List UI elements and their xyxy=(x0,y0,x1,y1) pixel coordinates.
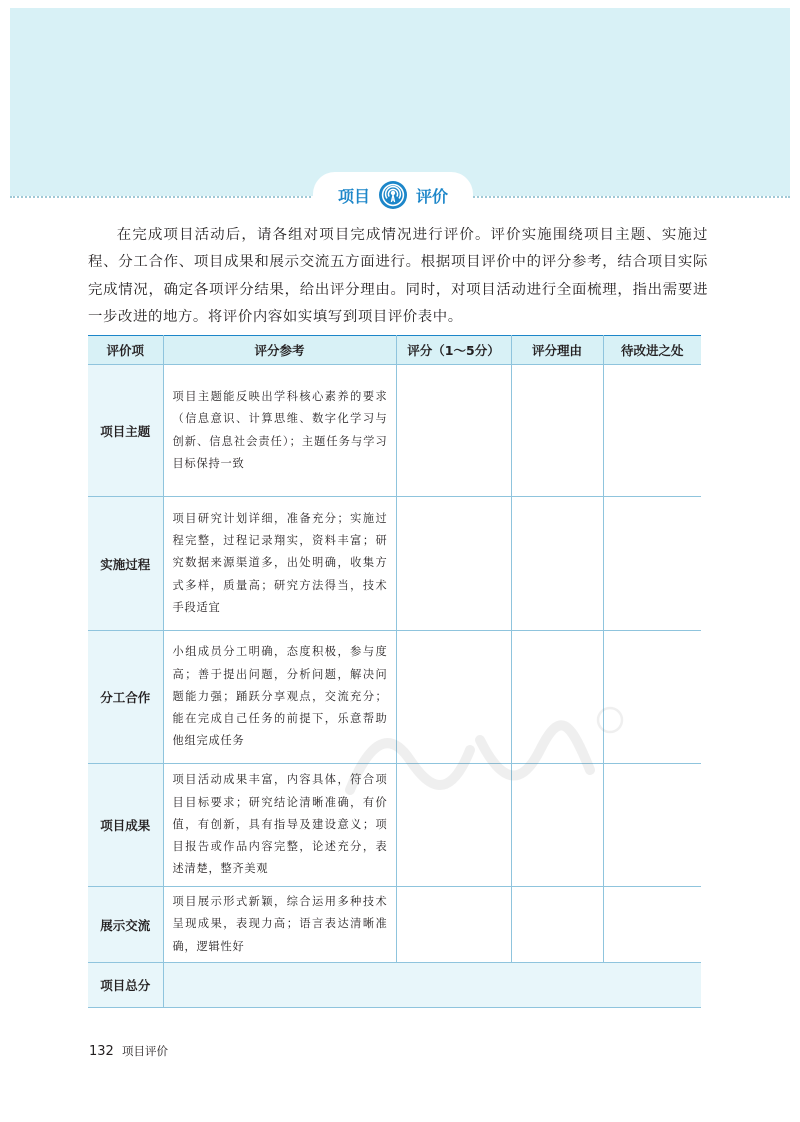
reason-cell[interactable] xyxy=(511,497,603,631)
improvement-cell[interactable] xyxy=(603,365,701,497)
reason-cell[interactable] xyxy=(511,631,603,764)
reason-cell[interactable] xyxy=(511,764,603,887)
footer-section-title: 项目评价 xyxy=(121,1044,168,1058)
improvement-cell[interactable] xyxy=(603,497,701,631)
total-row xyxy=(88,963,701,1008)
total-score-cell[interactable] xyxy=(163,963,701,1008)
item-cell: 项目主题 xyxy=(88,365,163,497)
reason-cell[interactable] xyxy=(511,887,603,963)
score-cell[interactable] xyxy=(396,631,511,764)
top-banner xyxy=(10,8,790,196)
header-reference: 评分参考 xyxy=(163,336,396,365)
item-cell: 项目成果 xyxy=(88,764,163,887)
reference-cell: 项目研究计划详细，准备充分；实施过程完整，过程记录翔实，资料丰富；研究数据来源渠道多，出处明确，收集方式多样，质量高；研究方法得当，技术手段适宜 xyxy=(163,497,396,631)
reason-cell[interactable] xyxy=(511,365,603,497)
item-cell: 展示交流 xyxy=(88,887,163,963)
section-title-right: 评价 xyxy=(416,186,449,206)
broadcast-circle-icon xyxy=(378,180,408,210)
improvement-cell[interactable] xyxy=(603,631,701,764)
item-cell: 分工合作 xyxy=(88,631,163,764)
table-row xyxy=(88,631,701,764)
table-row xyxy=(88,887,701,963)
table-row xyxy=(88,764,701,887)
intro-paragraph: 在完成项目活动后，请各组对项目完成情况进行评价。评价实施围绕项目主题、实施过程、分工合作、项目成果和展示交流五方面进行。根据项目评价中的评分参考，结合项目实际完成情况，确定各项评分结果，给出评分理由。同时，对项目活动进行全面梳理，指出需要进一步改进的地方。将评价内容如实填写到项目评价表中。 xyxy=(88,227,708,326)
evaluation-table xyxy=(88,335,701,1008)
page-number: 132 xyxy=(89,1044,114,1059)
header-score: 评分（1～5分） xyxy=(396,336,511,365)
score-cell[interactable] xyxy=(396,365,511,497)
header-reason: 评分理由 xyxy=(511,336,603,365)
score-cell[interactable] xyxy=(396,497,511,631)
improvement-cell[interactable] xyxy=(603,764,701,887)
table-row xyxy=(88,497,701,631)
reference-cell: 项目主题能反映出学科核心素养的要求（信息意识、计算思维、数字化学习与创新、信息社会责任）；主题任务与学习目标保持一致 xyxy=(163,365,396,497)
reference-cell: 小组成员分工明确，态度积极，参与度高；善于提出问题，分析问题，解决问题能力强；踊跃分享观点，交流充分；能在完成自己任务的前提下，乐意帮助他组完成任务 xyxy=(163,631,396,764)
improvement-cell[interactable] xyxy=(603,887,701,963)
header-improvement: 待改进之处 xyxy=(603,336,701,365)
section-title xyxy=(313,172,473,218)
page-footer xyxy=(89,1043,168,1059)
total-label: 项目总分 xyxy=(88,963,163,1008)
section-title-left: 项目 xyxy=(337,186,370,206)
table-header-row xyxy=(88,336,701,365)
table-row xyxy=(88,365,701,497)
score-cell[interactable] xyxy=(396,764,511,887)
item-cell: 实施过程 xyxy=(88,497,163,631)
reference-cell: 项目展示形式新颖，综合运用多种技术呈现成果，表现力高；语言表达清晰准确，逻辑性好 xyxy=(163,887,396,963)
reference-cell: 项目活动成果丰富，内容具体，符合项目目标要求；研究结论清晰准确，有价值，有创新，具有指导及建设意义；项目报告或作品内容完整，论述充分，表述清楚，整齐美观 xyxy=(163,764,396,887)
header-item: 评价项 xyxy=(88,336,163,365)
score-cell[interactable] xyxy=(396,887,511,963)
